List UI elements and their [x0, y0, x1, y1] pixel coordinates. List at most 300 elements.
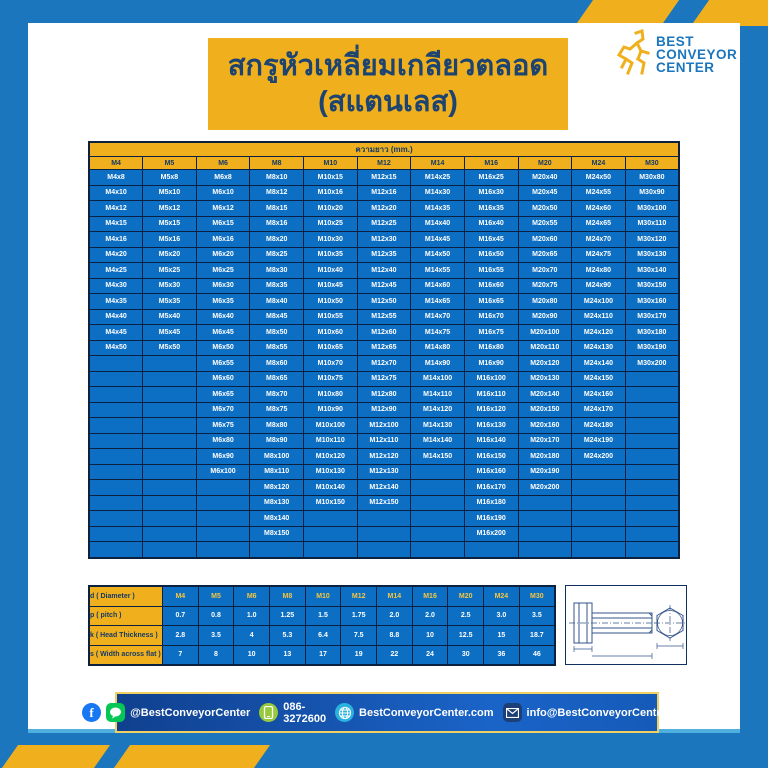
length-cell: M24x160 [572, 387, 626, 403]
length-cell: M8x75 [250, 402, 304, 418]
table-row [89, 232, 679, 248]
spec-value: 2.0 [377, 606, 413, 626]
length-cell [89, 495, 143, 511]
length-cell: M24x180 [572, 418, 626, 434]
length-cell: M16x90 [464, 356, 518, 372]
length-cell: M8x16 [250, 216, 304, 232]
length-cell: M4x12 [89, 201, 143, 217]
table-row [89, 170, 679, 186]
length-cell: M20x75 [518, 278, 572, 294]
spec-value: 7 [163, 645, 199, 665]
length-cell: M5x45 [143, 325, 197, 341]
length-cell [143, 418, 197, 434]
length-cell [518, 526, 572, 542]
length-cell: M16x45 [464, 232, 518, 248]
length-cell [143, 464, 197, 480]
length-cell [518, 495, 572, 511]
length-cell: M12x65 [357, 340, 411, 356]
length-cell: M8x120 [250, 480, 304, 496]
spec-value: M10 [305, 586, 341, 606]
spec-label: d ( Diameter ) [89, 586, 163, 606]
table-row [89, 542, 679, 558]
spec-value: 30 [448, 645, 484, 665]
length-cell: M20x100 [518, 325, 572, 341]
phone-text: 086-3272600 [283, 700, 327, 725]
spec-value: 8 [198, 645, 234, 665]
length-cell [518, 542, 572, 558]
length-cell [89, 464, 143, 480]
length-cell: M6x65 [196, 387, 250, 403]
length-cell: M4x45 [89, 325, 143, 341]
spec-value: 3.5 [198, 626, 234, 646]
length-cell: M8x55 [250, 340, 304, 356]
logo-mark-icon [616, 29, 652, 82]
spec-value: M4 [163, 586, 199, 606]
length-cell [89, 387, 143, 403]
length-cell: M30x160 [625, 294, 679, 310]
length-cell: M16x75 [464, 325, 518, 341]
table-row [89, 464, 679, 480]
length-cell: M8x60 [250, 356, 304, 372]
spec-value: 36 [484, 645, 520, 665]
length-cell: M20x110 [518, 340, 572, 356]
length-cell: M16x150 [464, 449, 518, 465]
length-cell: M24x200 [572, 449, 626, 465]
length-cell: M12x100 [357, 418, 411, 434]
length-cell: M14x120 [411, 402, 465, 418]
length-cell: M6x30 [196, 278, 250, 294]
length-cell [625, 402, 679, 418]
spec-row [89, 626, 555, 646]
table-row [89, 185, 679, 201]
website-text: BestConveyorCenter.com [359, 706, 494, 719]
length-cell: M8x140 [250, 511, 304, 527]
length-cell: M5x20 [143, 247, 197, 263]
length-cell [572, 495, 626, 511]
length-cell: M4x30 [89, 278, 143, 294]
phone-icon [259, 703, 278, 722]
length-cell [143, 511, 197, 527]
length-cell: M16x100 [464, 371, 518, 387]
length-cell: M12x55 [357, 309, 411, 325]
length-cell [143, 495, 197, 511]
length-cell: M12x90 [357, 402, 411, 418]
length-cell: M10x45 [304, 278, 358, 294]
length-cell: M24x60 [572, 201, 626, 217]
length-cell [89, 371, 143, 387]
table-row [89, 247, 679, 263]
length-cell [625, 371, 679, 387]
length-cell: M10x25 [304, 216, 358, 232]
length-cell: M12x20 [357, 201, 411, 217]
table-row [89, 433, 679, 449]
length-cell: M8x45 [250, 309, 304, 325]
length-cell [89, 356, 143, 372]
email-text: info@BestConveyorCenter.com [526, 706, 692, 719]
page-title-line1: สกรูหัวเหลี่ยมเกลียวตลอด [227, 49, 549, 82]
length-cell: M24x170 [572, 402, 626, 418]
spec-value: 5.3 [270, 626, 306, 646]
length-cell [625, 480, 679, 496]
length-cell: M16x190 [464, 511, 518, 527]
spec-value: 2.8 [163, 626, 199, 646]
length-cell: M20x190 [518, 464, 572, 480]
length-cell [572, 480, 626, 496]
spec-label: s ( Width across flat ) [89, 645, 163, 665]
length-cell: M6x90 [196, 449, 250, 465]
length-cell [572, 464, 626, 480]
table-row [89, 511, 679, 527]
length-cell: M16x60 [464, 278, 518, 294]
table-row [89, 294, 679, 310]
length-cell: M8x90 [250, 433, 304, 449]
length-cell: M4x35 [89, 294, 143, 310]
length-cell: M8x12 [250, 185, 304, 201]
spec-value: M20 [448, 586, 484, 606]
length-cell: M12x25 [357, 216, 411, 232]
spec-value: 18.7 [519, 626, 555, 646]
column-header: M12 [357, 157, 411, 170]
spec-table-wrap [88, 585, 556, 666]
length-cell [89, 433, 143, 449]
length-cell: M12x75 [357, 371, 411, 387]
length-cell [411, 511, 465, 527]
length-cell: M8x100 [250, 449, 304, 465]
spec-value: M8 [270, 586, 306, 606]
length-cell: M5x40 [143, 309, 197, 325]
table-row [89, 201, 679, 217]
length-cell: M5x30 [143, 278, 197, 294]
spec-value: 6.4 [305, 626, 341, 646]
length-cell: M20x50 [518, 201, 572, 217]
length-cell [304, 526, 358, 542]
length-cell: M10x30 [304, 232, 358, 248]
length-cell: M5x8 [143, 170, 197, 186]
length-cell: M20x40 [518, 170, 572, 186]
spec-value: 1.25 [270, 606, 306, 626]
length-cell [89, 418, 143, 434]
length-cell: M10x140 [304, 480, 358, 496]
length-cell: M16x110 [464, 387, 518, 403]
length-cell: M12x15 [357, 170, 411, 186]
table-row [89, 495, 679, 511]
length-cell [89, 480, 143, 496]
length-cell [518, 511, 572, 527]
length-cell: M24x190 [572, 433, 626, 449]
length-cell: M12x16 [357, 185, 411, 201]
length-cell: M16x140 [464, 433, 518, 449]
length-cell [411, 526, 465, 542]
length-cell: M10x70 [304, 356, 358, 372]
length-cell: M14x80 [411, 340, 465, 356]
length-cell: M20x55 [518, 216, 572, 232]
length-cell: M30x100 [625, 201, 679, 217]
length-cell: M4x20 [89, 247, 143, 263]
length-cell: M4x10 [89, 185, 143, 201]
spec-value: 1.5 [305, 606, 341, 626]
length-cell: M4x50 [89, 340, 143, 356]
spec-value: 17 [305, 645, 341, 665]
length-cell: M12x70 [357, 356, 411, 372]
length-cell [196, 526, 250, 542]
length-cell [250, 542, 304, 558]
length-table [88, 141, 680, 559]
length-cell: M6x80 [196, 433, 250, 449]
length-cell: M10x50 [304, 294, 358, 310]
length-cell [625, 511, 679, 527]
length-cell: M14x100 [411, 371, 465, 387]
length-cell: M6x10 [196, 185, 250, 201]
length-cell: M10x15 [304, 170, 358, 186]
length-cell [625, 433, 679, 449]
length-cell: M20x130 [518, 371, 572, 387]
length-cell: M6x16 [196, 232, 250, 248]
line-icon [106, 703, 125, 722]
length-cell [143, 402, 197, 418]
email-contact[interactable] [503, 703, 692, 722]
length-cell [357, 511, 411, 527]
length-cell [143, 433, 197, 449]
length-cell: M14x70 [411, 309, 465, 325]
length-cell: M5x25 [143, 263, 197, 279]
length-cell: M20x60 [518, 232, 572, 248]
bolt-diagram [565, 585, 687, 665]
bottom-left-stripe-1 [2, 745, 110, 768]
spec-value: M30 [519, 586, 555, 606]
length-cell: M14x65 [411, 294, 465, 310]
length-cell [572, 526, 626, 542]
length-cell: M10x65 [304, 340, 358, 356]
social-contact[interactable] [82, 703, 250, 722]
length-cell [625, 542, 679, 558]
column-header: M24 [572, 157, 626, 170]
table-row [89, 387, 679, 403]
length-cell [625, 495, 679, 511]
length-cell: M30x90 [625, 185, 679, 201]
table-row [89, 402, 679, 418]
length-cell: M16x170 [464, 480, 518, 496]
spec-value: 2.5 [448, 606, 484, 626]
website-contact[interactable] [335, 703, 494, 722]
length-cell [89, 511, 143, 527]
title-box [208, 38, 568, 130]
email-icon [503, 703, 522, 722]
brand-logo [616, 29, 737, 82]
length-cell: M24x140 [572, 356, 626, 372]
length-cell [143, 526, 197, 542]
length-cell: M10x80 [304, 387, 358, 403]
length-cell [196, 542, 250, 558]
length-table-title-row [89, 142, 679, 157]
length-cell: M6x40 [196, 309, 250, 325]
length-cell [572, 511, 626, 527]
spec-row [89, 606, 555, 626]
length-cell [196, 511, 250, 527]
length-cell: M20x120 [518, 356, 572, 372]
phone-contact[interactable] [259, 701, 326, 725]
length-cell: M20x80 [518, 294, 572, 310]
length-cell [625, 449, 679, 465]
length-cell: M12x45 [357, 278, 411, 294]
length-cell: M4x25 [89, 263, 143, 279]
spec-value: 22 [377, 645, 413, 665]
spec-value: 8.8 [377, 626, 413, 646]
length-cell: M5x10 [143, 185, 197, 201]
table-row [89, 340, 679, 356]
length-cell: M10x75 [304, 371, 358, 387]
length-cell [411, 495, 465, 511]
length-cell: M8x65 [250, 371, 304, 387]
length-cell: M8x80 [250, 418, 304, 434]
length-cell: M14x30 [411, 185, 465, 201]
column-header: M30 [625, 157, 679, 170]
column-header: M16 [464, 157, 518, 170]
spec-table [88, 585, 556, 666]
length-cell [625, 464, 679, 480]
length-cell: M14x45 [411, 232, 465, 248]
length-cell: M6x12 [196, 201, 250, 217]
length-cell: M16x30 [464, 185, 518, 201]
length-cell: M24x75 [572, 247, 626, 263]
length-cell [411, 464, 465, 480]
length-cell: M14x55 [411, 263, 465, 279]
length-cell: M10x100 [304, 418, 358, 434]
globe-icon [335, 703, 354, 722]
spec-value: 3.0 [484, 606, 520, 626]
spec-value: 24 [412, 645, 448, 665]
spec-value: 0.8 [198, 606, 234, 626]
table-row [89, 480, 679, 496]
length-cell: M20x90 [518, 309, 572, 325]
spec-value: 3.5 [519, 606, 555, 626]
length-cell: M20x45 [518, 185, 572, 201]
length-cell: M6x60 [196, 371, 250, 387]
length-cell: M8x20 [250, 232, 304, 248]
logo-line-3: CENTER [656, 59, 715, 75]
length-table-header-row [89, 157, 679, 170]
length-cell: M6x45 [196, 325, 250, 341]
length-cell: M20x150 [518, 402, 572, 418]
spec-value: 12.5 [448, 626, 484, 646]
length-cell: M8x40 [250, 294, 304, 310]
length-cell: M24x55 [572, 185, 626, 201]
length-cell: M30x200 [625, 356, 679, 372]
logo-line-2: CONVEYOR [656, 47, 738, 63]
length-cell: M16x50 [464, 247, 518, 263]
length-cell [304, 542, 358, 558]
length-cell: M24x65 [572, 216, 626, 232]
spec-value: 10 [234, 645, 270, 665]
length-cell [357, 526, 411, 542]
length-cell: M16x130 [464, 418, 518, 434]
table-row [89, 418, 679, 434]
length-cell [89, 526, 143, 542]
length-cell: M5x35 [143, 294, 197, 310]
length-cell: M14x90 [411, 356, 465, 372]
length-cell: M6x50 [196, 340, 250, 356]
length-cell: M5x15 [143, 216, 197, 232]
length-table-title: ความยาว (mm.) [89, 142, 679, 157]
length-cell [625, 526, 679, 542]
length-cell [304, 511, 358, 527]
spec-value: 10 [412, 626, 448, 646]
length-cell: M12x140 [357, 480, 411, 496]
length-cell: M10x150 [304, 495, 358, 511]
spec-row [89, 645, 555, 665]
length-cell: M12x120 [357, 449, 411, 465]
length-cell [625, 387, 679, 403]
length-cell: M14x75 [411, 325, 465, 341]
length-cell: M12x30 [357, 232, 411, 248]
length-cell: M8x30 [250, 263, 304, 279]
column-header: M10 [304, 157, 358, 170]
length-cell: M12x110 [357, 433, 411, 449]
length-cell: M4x40 [89, 309, 143, 325]
page-title-line2: (สแตนเลส) [318, 86, 458, 118]
length-cell: M14x110 [411, 387, 465, 403]
length-cell: M10x120 [304, 449, 358, 465]
footer-contact-bar [89, 692, 692, 733]
length-cell: M16x80 [464, 340, 518, 356]
length-cell: M30x150 [625, 278, 679, 294]
length-cell: M4x15 [89, 216, 143, 232]
spec-value: M16 [412, 586, 448, 606]
length-cell: M16x180 [464, 495, 518, 511]
length-cell: M20x170 [518, 433, 572, 449]
length-cell: M10x20 [304, 201, 358, 217]
spec-value: 2.0 [412, 606, 448, 626]
length-cell: M10x35 [304, 247, 358, 263]
spec-label: k ( Head Thickness ) [89, 626, 163, 646]
length-cell [411, 480, 465, 496]
length-cell: M14x60 [411, 278, 465, 294]
spec-value: 1.75 [341, 606, 377, 626]
table-row [89, 263, 679, 279]
length-cell [143, 371, 197, 387]
length-cell: M12x80 [357, 387, 411, 403]
length-cell: M5x12 [143, 201, 197, 217]
spec-value: 1.0 [234, 606, 270, 626]
length-cell: M30x190 [625, 340, 679, 356]
length-cell: M6x70 [196, 402, 250, 418]
length-cell: M14x35 [411, 201, 465, 217]
length-cell: M5x50 [143, 340, 197, 356]
length-cell: M4x16 [89, 232, 143, 248]
length-cell: M10x110 [304, 433, 358, 449]
length-cell: M12x60 [357, 325, 411, 341]
table-row [89, 309, 679, 325]
length-cell: M10x55 [304, 309, 358, 325]
spec-value: 0.7 [163, 606, 199, 626]
spec-value: M6 [234, 586, 270, 606]
length-cell [625, 418, 679, 434]
spec-value: 19 [341, 645, 377, 665]
length-cell [464, 542, 518, 558]
social-text: @BestConveyorCenter [130, 706, 251, 719]
column-header: M5 [143, 157, 197, 170]
length-cell [196, 495, 250, 511]
length-cell: M16x40 [464, 216, 518, 232]
length-cell: M30x140 [625, 263, 679, 279]
length-cell: M24x130 [572, 340, 626, 356]
spec-value: M24 [484, 586, 520, 606]
length-cell: M6x75 [196, 418, 250, 434]
length-cell: M20x65 [518, 247, 572, 263]
length-cell: M12x35 [357, 247, 411, 263]
table-row [89, 325, 679, 341]
length-cell: M14x150 [411, 449, 465, 465]
length-cell: M30x80 [625, 170, 679, 186]
